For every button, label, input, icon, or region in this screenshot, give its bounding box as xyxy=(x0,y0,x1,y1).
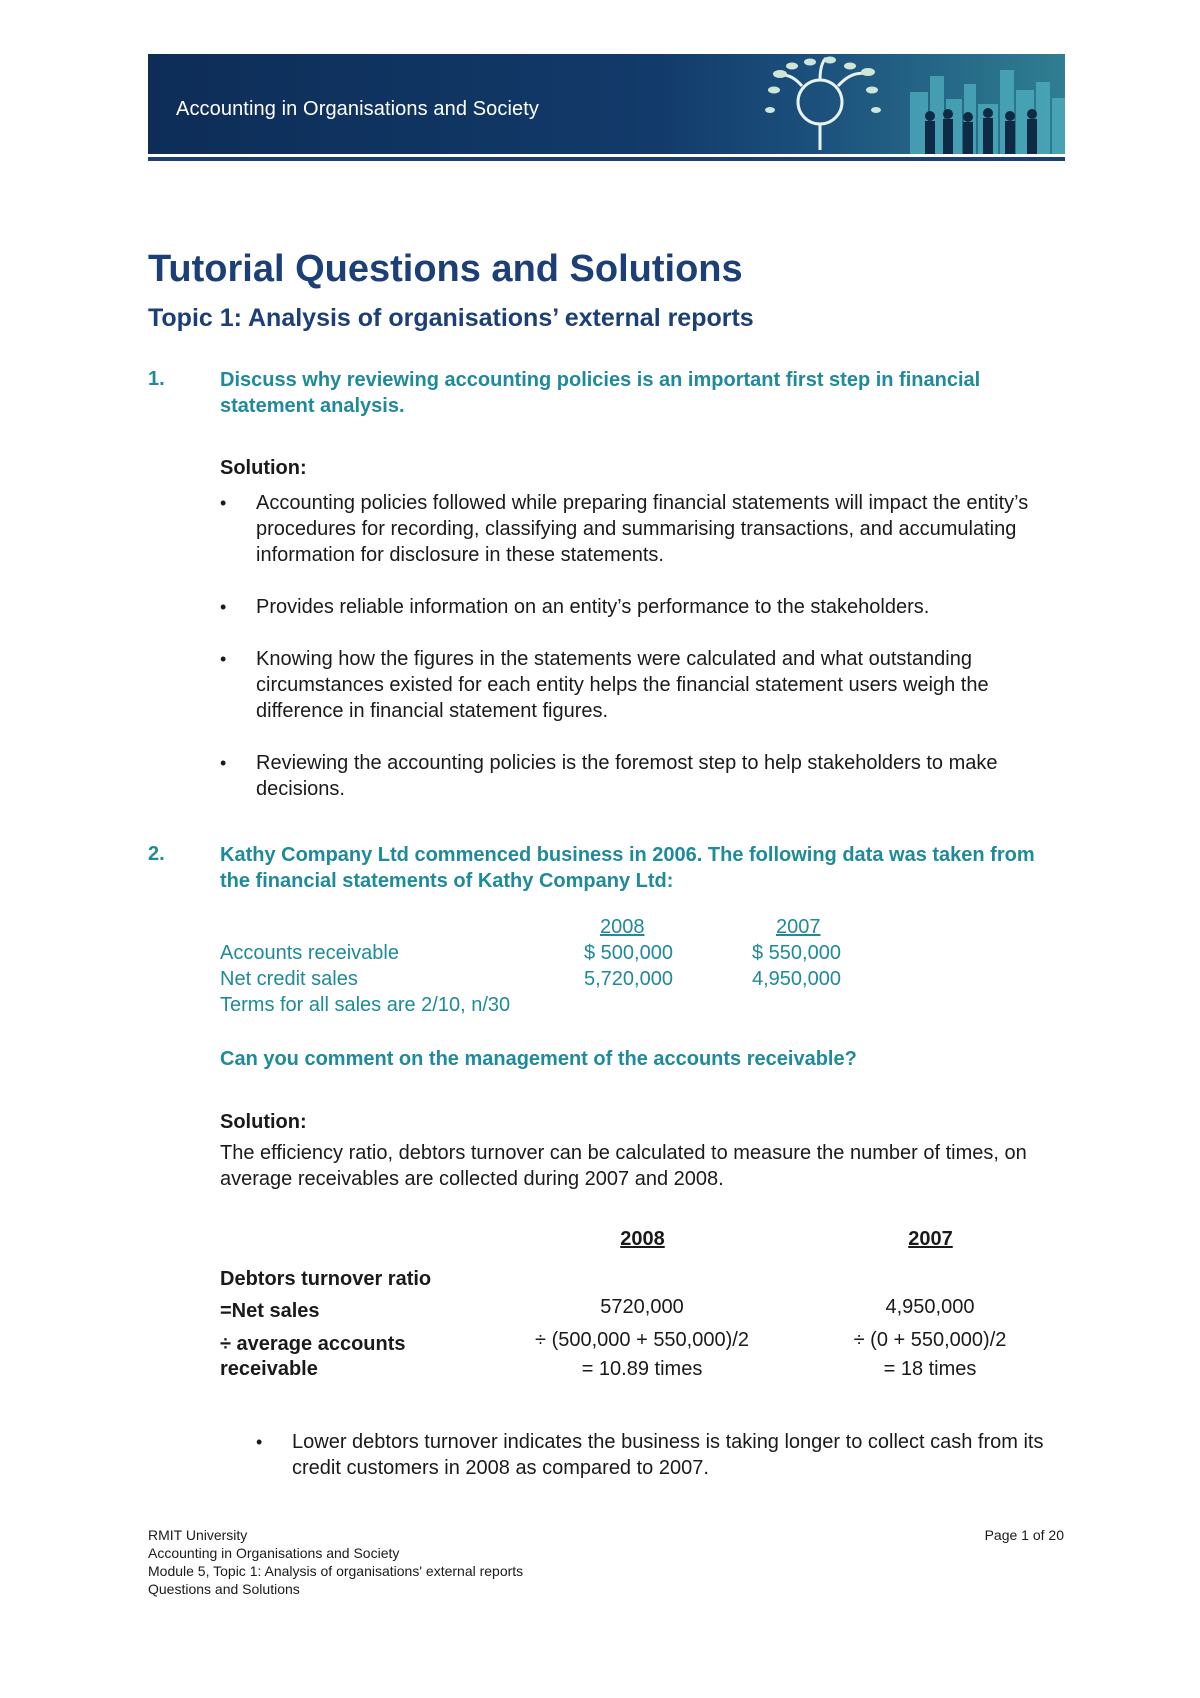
banner-divider xyxy=(148,157,1065,161)
calc-year-2008: 2008 xyxy=(620,1228,665,1250)
question-1-text: Discuss why reviewing accounting policies is an important first step in financial statement analysis. xyxy=(220,369,981,417)
solution-1-label: Solution: xyxy=(220,457,307,479)
calc-label-average-a: ÷ average accounts xyxy=(220,1333,406,1355)
calc-label-average-b: receivable xyxy=(220,1358,318,1380)
page-title: Tutorial Questions and Solutions xyxy=(148,248,743,290)
row-label-accounts-receivable: Accounts receivable xyxy=(220,942,399,964)
solution-2-label: Solution: xyxy=(220,1111,307,1133)
question-2-number: 2. xyxy=(148,843,165,865)
cell-ncs-2007: 4,950,000 xyxy=(752,968,841,990)
cell-ar-2008: $ 500,000 xyxy=(584,942,673,964)
solution-2-bullets xyxy=(256,1429,1056,1507)
question-2-text: Kathy Company Ltd commenced business in 2006. The following data was taken from the financial statements of Kathy Company Ltd: xyxy=(220,844,1035,892)
terms-note: Terms for all sales are 2/10, n/30 xyxy=(220,994,511,1016)
calc-2007-average: ÷ (0 + 550,000)/2 xyxy=(853,1329,1007,1351)
calc-2007-result: = 18 times xyxy=(883,1358,977,1380)
question-2-prompt: Can you comment on the management of the accounts receivable? xyxy=(220,1048,857,1070)
list-item: • Accounting policies followed while preparing financial statements will impact the entity’s procedures for recording, classifying and summarising transactions, and accumulating information for disclosure in these statements. xyxy=(220,490,1070,568)
list-item: • Lower debtors turnover indicates the business is taking longer to collect cash from its credit customers in 2008 as compared to 2007. xyxy=(256,1429,1056,1481)
tree-city-illustration xyxy=(760,54,1065,154)
year-header-2007: 2007 xyxy=(776,916,821,938)
row-label-net-credit-sales: Net credit sales xyxy=(220,968,358,990)
banner-title: Accounting in Organisations and Society xyxy=(176,98,540,120)
solution-2-text: The efficiency ratio, debtors turnover can be calculated to measure the number of times, on average receivables are collected during 2007 and 2008. xyxy=(220,1142,1027,1190)
year-header-2008: 2008 xyxy=(600,916,645,938)
solution-1-bullets xyxy=(220,490,1070,828)
list-item: • Provides reliable information on an entity’s performance to the stakeholders. xyxy=(220,594,1070,620)
list-item: • Knowing how the figures in the statements were calculated and what outstanding circumstances existed for each entity helps the financial statement users weigh the difference in financial statement figures. xyxy=(220,646,1070,724)
cell-ncs-2008: 5,720,000 xyxy=(584,968,673,990)
page-subtitle: Topic 1: Analysis of organisations’ external reports xyxy=(148,304,754,332)
calc-2008-net-sales: 5720,000 xyxy=(600,1296,684,1318)
cell-ar-2007: $ 550,000 xyxy=(752,942,841,964)
question-1-number: 1. xyxy=(148,368,165,390)
footer-course: Accounting in Organisations and Society xyxy=(148,1545,400,1561)
calc-2008-average: ÷ (500,000 + 550,000)/2 xyxy=(535,1329,749,1351)
footer-institution: RMIT University xyxy=(148,1527,248,1543)
calc-2008-result: = 10.89 times xyxy=(581,1358,703,1380)
calc-2007-net-sales: 4,950,000 xyxy=(885,1296,975,1318)
header-banner xyxy=(148,54,1065,154)
list-item: • Reviewing the accounting policies is the foremost step to help stakeholders to make decisions. xyxy=(220,750,1070,802)
footer-doc-type: Questions and Solutions xyxy=(148,1581,300,1597)
calc-label-net-sales: =Net sales xyxy=(220,1300,320,1322)
page-number: Page 1 of 20 xyxy=(984,1527,1064,1543)
calc-label-ratio: Debtors turnover ratio xyxy=(220,1268,432,1290)
footer-module: Module 5, Topic 1: Analysis of organisations' external reports xyxy=(148,1563,524,1579)
calc-year-2007: 2007 xyxy=(908,1228,953,1250)
